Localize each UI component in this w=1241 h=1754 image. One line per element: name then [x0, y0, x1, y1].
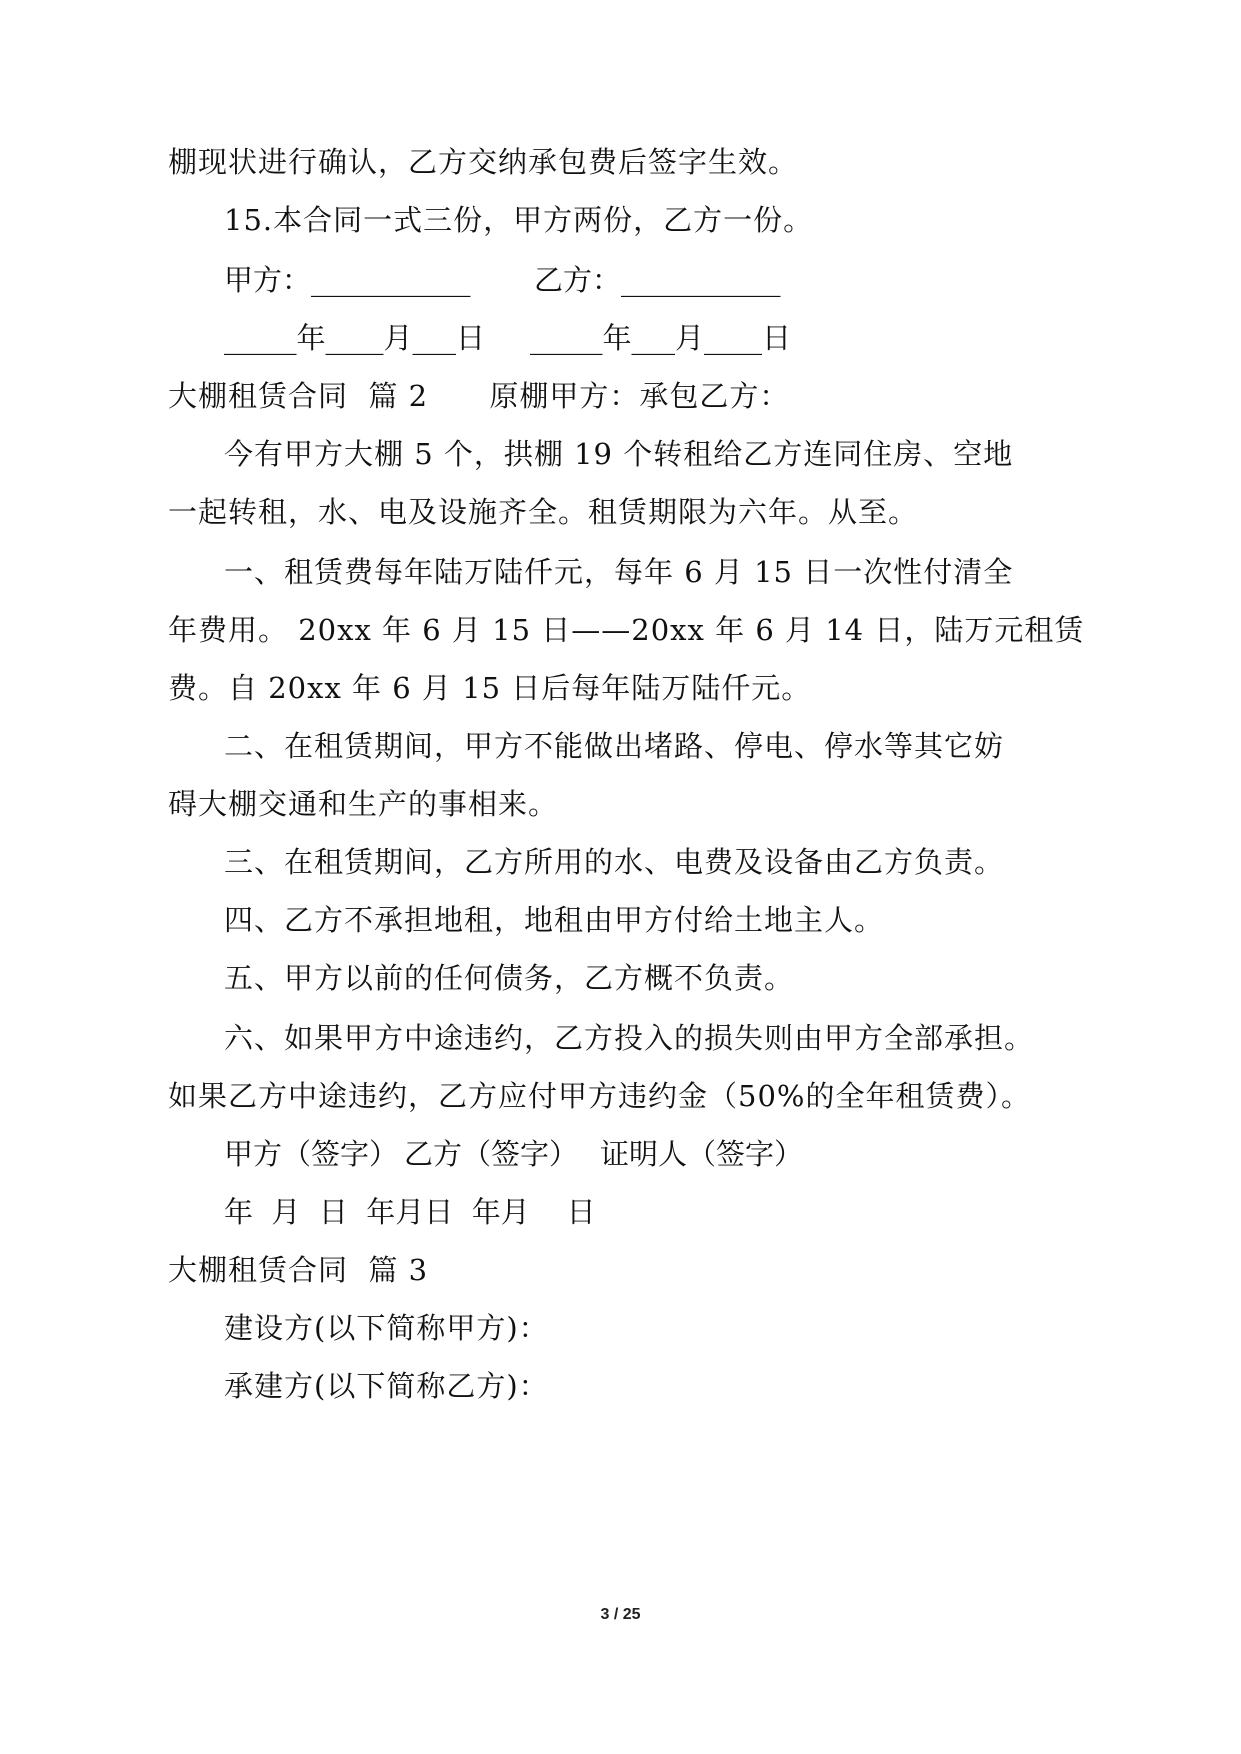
body-line: 三、在租赁期间，乙方所用的水、电费及设备由乙方负责。 — [224, 845, 1005, 879]
signature-dates: 年 月 日 年月日 年月 日 — [224, 1195, 596, 1229]
body-line: 今有甲方大棚 5 个，拱棚 19 个转租给乙方连同住房、空地 — [224, 437, 1014, 471]
body-line: 五、甲方以前的任何债务，乙方概不负责。 — [224, 961, 795, 995]
party-a-signature-line: 甲方：___________ — [224, 263, 471, 297]
witness-sign-label: 证明人（签字） — [600, 1137, 804, 1171]
party-a-sign-label: 甲方（签字） — [224, 1137, 399, 1171]
party-a-date-line: _____年____月___日 — [224, 321, 486, 355]
section-heading-3: 大棚租赁合同 篇 3 — [168, 1253, 429, 1287]
clause-15: 15.本合同一式三份，甲方两份，乙方一份。 — [224, 203, 814, 237]
body-line: 四、乙方不承担地租，地租由甲方付给土地主人。 — [224, 903, 885, 937]
body-line: 碍大棚交通和生产的事相来。 — [168, 787, 559, 821]
body-line: 如果乙方中途违约，乙方应付甲方违约金（50%的全年租赁费）。 — [168, 1079, 1031, 1113]
party-b-signature-line: 乙方：___________ — [534, 263, 781, 297]
section-heading-2: 大棚租赁合同 篇 2 原棚甲方：承包乙方： — [168, 379, 790, 413]
body-line: 承建方(以下简称乙方)： — [224, 1369, 549, 1403]
body-line: 六、如果甲方中途违约，乙方投入的损失则由甲方全部承担。 — [224, 1021, 1035, 1055]
body-line: 建设方(以下简称甲方)： — [224, 1311, 549, 1345]
party-b-sign-label: 乙方（签字） — [404, 1137, 579, 1171]
page-number: 3 / 25 — [600, 1606, 641, 1623]
body-line: 一起转租，水、电及设施齐全。租赁期限为六年。从至。 — [168, 495, 919, 529]
body-line: 棚现状进行确认，乙方交纳承包费后签字生效。 — [168, 145, 799, 179]
party-b-date-line: _____年___月____日 — [530, 321, 792, 355]
body-line: 一、租赁费每年陆万陆仟元，每年 6 月 15 日一次性付清全 — [224, 555, 1014, 589]
body-line: 年费用。 20xx 年 6 月 15 日——20xx 年 6 月 14 日，陆万元租赁 — [168, 613, 1085, 647]
body-line: 二、在租赁期间，甲方不能做出堵路、停电、停水等其它妨 — [224, 729, 1005, 763]
body-line: 费。自 20xx 年 6 月 15 日后每年陆万陆仟元。 — [168, 671, 812, 705]
